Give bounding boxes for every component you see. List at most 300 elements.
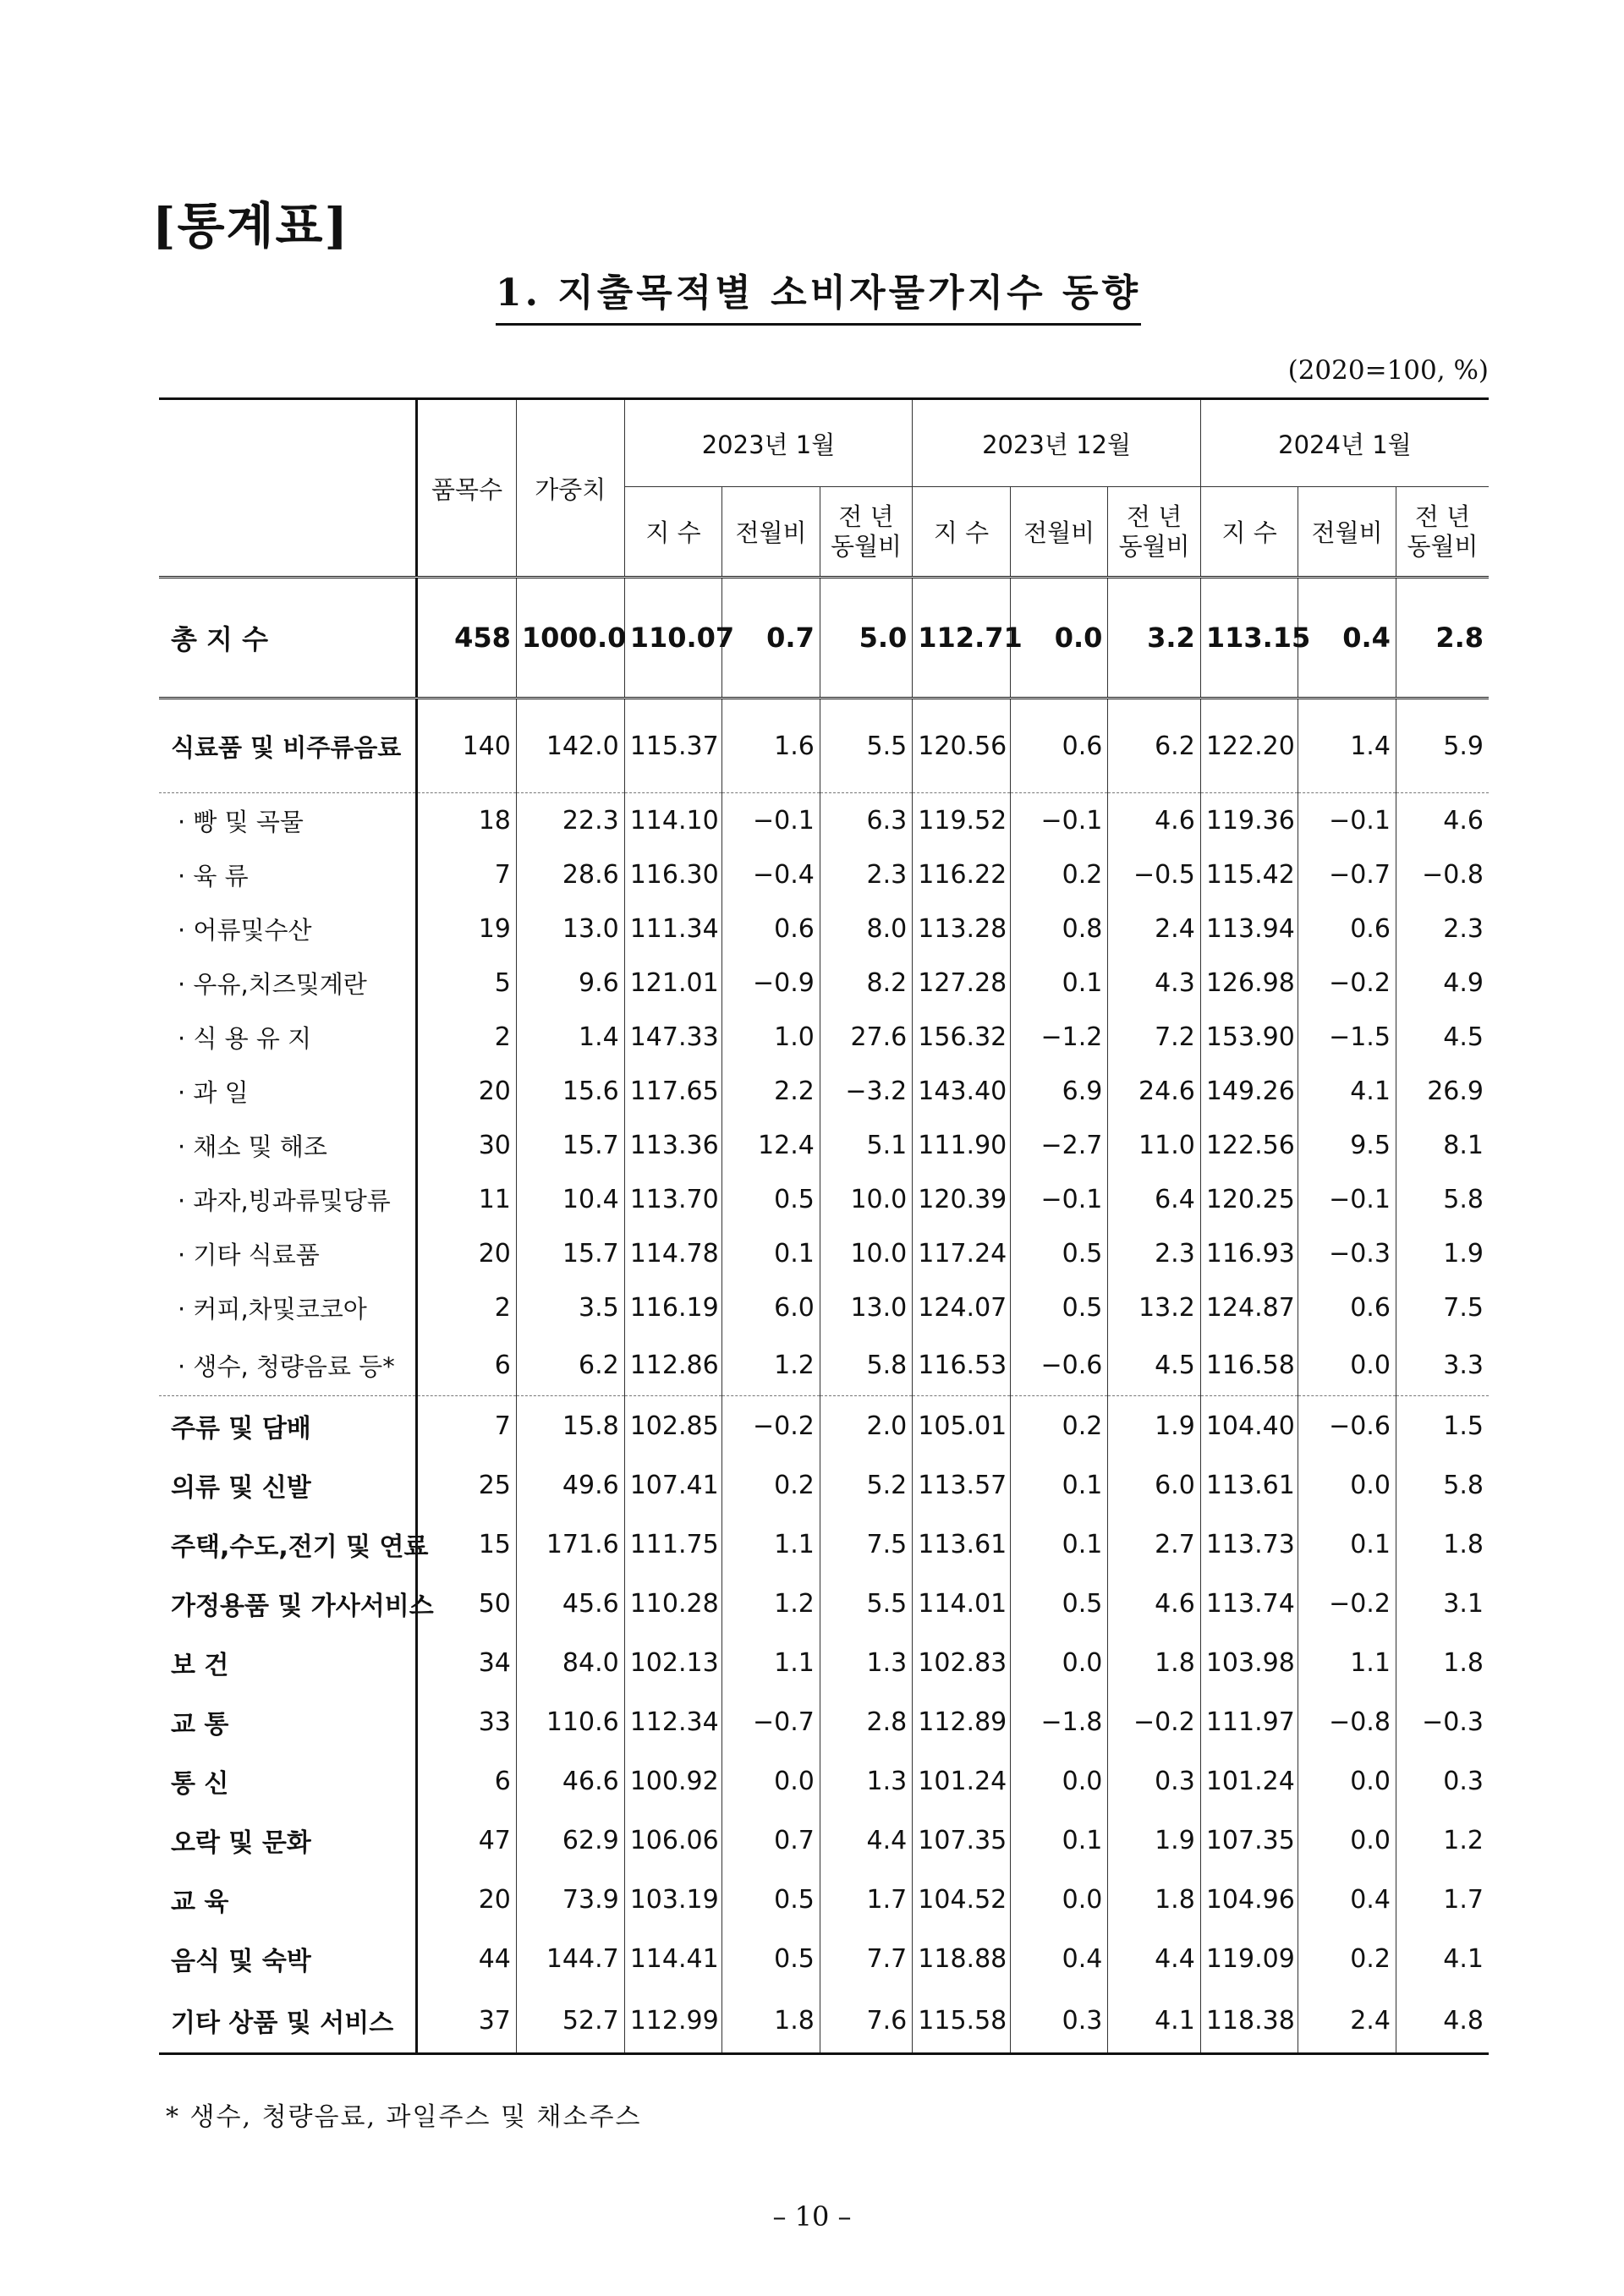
row-label: · 기타 식료품 <box>159 1226 417 1280</box>
cell-weight: 1000.0 <box>516 578 624 699</box>
cell-items: 2 <box>417 1010 517 1064</box>
cell-yoy: 7.7 <box>820 1929 912 1988</box>
row-label: · 생수, 청량음료 등* <box>159 1334 417 1396</box>
cell-mom: 0.5 <box>1010 1280 1108 1334</box>
cell-yoy: −0.3 <box>1422 1707 1484 1737</box>
category-row <box>159 1692 1489 1751</box>
cell-mom: −0.2 <box>722 1396 820 1456</box>
cell-index: 105.01 <box>913 1396 1011 1456</box>
category-row <box>159 1515 1489 1574</box>
cell-mom: 0.5 <box>1010 1226 1108 1280</box>
cell-mom: −0.1 <box>1010 793 1108 848</box>
cell-yoy: 3.2 <box>1108 578 1200 699</box>
cell-mom: 1.2 <box>722 1574 820 1633</box>
cell-mom: −0.2 <box>1298 956 1396 1010</box>
category-row <box>159 1574 1489 1633</box>
cell-index: 113.74 <box>1200 1574 1298 1633</box>
cell-weight: 45.6 <box>516 1574 624 1633</box>
cell-index: 117.24 <box>913 1226 1011 1280</box>
cell-index: 127.28 <box>913 956 1011 1010</box>
cell-mom: 0.2 <box>1298 1929 1396 1988</box>
cell-items: 6 <box>417 1751 517 1811</box>
cell-mom: 0.0 <box>1010 1870 1108 1929</box>
cell-index: 101.24 <box>913 1751 1011 1811</box>
cell-index: 101.24 <box>1200 1751 1298 1811</box>
header-yoy: 전 년 동월비 <box>1396 487 1489 578</box>
row-label: · 커피,차및코코아 <box>159 1280 417 1334</box>
cell-mom: 0.1 <box>1298 1515 1396 1574</box>
cell-items: 458 <box>417 578 517 699</box>
cell-yoy: 2.3 <box>1108 1226 1200 1280</box>
cell-index: 147.33 <box>624 1010 722 1064</box>
cell-yoy: −0.5 <box>1108 847 1200 901</box>
cell-index: 124.87 <box>1200 1280 1298 1334</box>
cell-weight: 6.2 <box>516 1334 624 1396</box>
cell-yoy: 8.1 <box>1443 1130 1484 1160</box>
cell-index: 118.38 <box>1200 1988 1298 2054</box>
cell-yoy: 5.0 <box>820 578 912 699</box>
cell-mom: 0.4 <box>1298 1870 1396 1929</box>
cell-yoy: 5.8 <box>820 1334 912 1396</box>
cell-index: 112.89 <box>913 1692 1011 1751</box>
cell-mom: 0.0 <box>1298 1455 1396 1515</box>
cell-yoy: 7.5 <box>820 1515 912 1574</box>
cell-mom: 0.0 <box>1298 1811 1396 1870</box>
cell-yoy: 10.0 <box>820 1172 912 1226</box>
table-header <box>159 399 1489 578</box>
cell-yoy: 5.2 <box>820 1455 912 1515</box>
cell-index: 119.36 <box>1200 793 1298 848</box>
category-row-food <box>159 699 1489 793</box>
cell-yoy: 5.5 <box>820 699 912 793</box>
cell-mom: 6.9 <box>1010 1064 1108 1118</box>
cell-index: 111.90 <box>913 1118 1011 1172</box>
cell-index: 116.53 <box>913 1334 1011 1396</box>
cell-weight: 15.7 <box>516 1118 624 1172</box>
cell-index: 116.30 <box>624 847 722 901</box>
cell-yoy: 2.8 <box>820 1692 912 1751</box>
cell-weight: 28.6 <box>516 847 624 901</box>
cell-index: 120.39 <box>913 1172 1011 1226</box>
cell-mom: 0.1 <box>1010 1515 1108 1574</box>
row-label: · 과자,빙과류및당류 <box>159 1172 417 1226</box>
cell-yoy: 6.4 <box>1108 1172 1200 1226</box>
cell-index: 114.78 <box>624 1226 722 1280</box>
footnote: * 생수, 청량음료, 과일주스 및 채소주스 <box>166 2102 642 2132</box>
cell-yoy: 4.8 <box>1396 1988 1489 2054</box>
cell-items: 18 <box>417 793 517 848</box>
row-label: 교 통 <box>159 1692 417 1751</box>
cell-mom: 0.8 <box>1010 901 1108 956</box>
cell-mom: −0.2 <box>1298 1574 1396 1633</box>
header-yoy: 전 년 동월비 <box>1108 487 1200 578</box>
cell-index: 103.19 <box>624 1870 722 1929</box>
cell-mom: 1.4 <box>1298 699 1396 793</box>
row-label: 주택,수도,전기 및 연료 <box>159 1515 417 1574</box>
cell-weight: 62.9 <box>516 1811 624 1870</box>
cell-index: 111.34 <box>624 901 722 956</box>
cell-index: 111.75 <box>624 1515 722 1574</box>
header-weight: 가중치 <box>516 399 624 578</box>
cell-index: 106.06 <box>624 1811 722 1870</box>
cell-index: 118.88 <box>913 1929 1011 1988</box>
cell-index: 107.41 <box>624 1455 722 1515</box>
cell-mom: 12.4 <box>722 1118 820 1172</box>
cell-yoy: 1.8 <box>1443 1647 1484 1678</box>
cell-index: 113.36 <box>624 1118 722 1172</box>
cell-yoy: 3.1 <box>1443 1588 1484 1619</box>
cell-weight: 46.6 <box>516 1751 624 1811</box>
cell-index: 124.07 <box>913 1280 1011 1334</box>
cell-index: 156.32 <box>913 1010 1011 1064</box>
cell-index: 112.71 <box>913 578 1011 699</box>
cell-index: 110.28 <box>624 1574 722 1633</box>
cell-index: 122.56 <box>1200 1118 1298 1172</box>
cell-yoy: 4.4 <box>1108 1929 1200 1988</box>
cell-mom: −0.1 <box>1010 1172 1108 1226</box>
cell-weight: 15.6 <box>516 1064 624 1118</box>
cell-mom: 1.1 <box>722 1515 820 1574</box>
cell-index: 112.34 <box>624 1692 722 1751</box>
cell-index: 112.99 <box>624 1988 722 2054</box>
cell-index: 113.70 <box>624 1172 722 1226</box>
cell-yoy: 5.5 <box>820 1574 912 1633</box>
cell-mom: −0.6 <box>1298 1396 1396 1456</box>
row-label: 식료품 및 비주류음료 <box>159 699 417 793</box>
header-index: 지 수 <box>913 487 1011 578</box>
cell-index: 115.42 <box>1200 847 1298 901</box>
cell-yoy: 2.7 <box>1108 1515 1200 1574</box>
cell-weight: 84.0 <box>516 1633 624 1692</box>
title-block <box>474 262 1163 326</box>
category-row <box>159 1811 1489 1870</box>
cell-index: 107.35 <box>913 1811 1011 1870</box>
cell-mom: 1.0 <box>722 1010 820 1064</box>
cell-index: 114.01 <box>913 1574 1011 1633</box>
cell-yoy: 4.6 <box>1396 793 1489 848</box>
cell-yoy: −0.2 <box>1108 1692 1200 1751</box>
cell-yoy: 6.2 <box>1108 699 1200 793</box>
row-label: · 육 류 <box>159 847 417 901</box>
table-body <box>159 578 1489 2054</box>
cell-yoy: 1.8 <box>1443 1529 1484 1559</box>
cell-yoy: 0.3 <box>1108 1751 1200 1811</box>
cell-mom: 0.0 <box>1010 578 1108 699</box>
cell-index: 111.97 <box>1200 1692 1298 1751</box>
cell-yoy: 13.0 <box>820 1280 912 1334</box>
cell-index: 115.58 <box>913 1988 1011 2054</box>
cell-items: 20 <box>417 1064 517 1118</box>
cell-items: 140 <box>417 699 517 793</box>
row-label: 교 육 <box>159 1870 417 1929</box>
cell-mom: 0.1 <box>1010 1811 1108 1870</box>
cell-mom: 0.5 <box>722 1870 820 1929</box>
cell-mom: −0.1 <box>1298 793 1396 848</box>
header-mom: 전월비 <box>722 487 820 578</box>
cell-mom: 0.4 <box>1010 1929 1108 1988</box>
row-label: · 어류및수산 <box>159 901 417 956</box>
cell-yoy: 4.4 <box>820 1811 912 1870</box>
cell-weight: 15.8 <box>516 1396 624 1456</box>
header-index: 지 수 <box>624 487 722 578</box>
cell-weight: 110.6 <box>516 1692 624 1751</box>
cell-yoy: 4.1 <box>1108 1988 1200 2054</box>
unit-note: (2020=100, %) <box>1287 355 1489 386</box>
cell-index: 116.22 <box>913 847 1011 901</box>
cell-weight: 49.6 <box>516 1455 624 1515</box>
subcategory-row <box>159 956 1489 1010</box>
row-label: · 식 용 유 지 <box>159 1010 417 1064</box>
cell-mom: 0.7 <box>722 1811 820 1870</box>
category-row <box>159 1633 1489 1692</box>
cell-mom: 0.3 <box>1010 1988 1108 2054</box>
cell-items: 11 <box>417 1172 517 1226</box>
cell-yoy: 10.0 <box>820 1226 912 1280</box>
cell-index: 122.20 <box>1200 699 1298 793</box>
row-label: 음식 및 숙박 <box>159 1929 417 1988</box>
header-period-2: 2023년 12월 <box>913 399 1201 487</box>
cell-weight: 3.5 <box>516 1280 624 1334</box>
cpi-table-container <box>159 397 1489 2055</box>
cell-yoy: 13.2 <box>1108 1280 1200 1334</box>
cell-yoy: 5.1 <box>820 1118 912 1172</box>
cpi-table <box>159 397 1489 2055</box>
cell-items: 5 <box>417 956 517 1010</box>
cell-yoy: 8.0 <box>820 901 912 956</box>
cell-weight: 52.7 <box>516 1988 624 2054</box>
category-row <box>159 1396 1489 1456</box>
cell-index: 100.92 <box>624 1751 722 1811</box>
cell-yoy: 1.5 <box>1396 1396 1489 1456</box>
cell-yoy: 5.8 <box>1443 1470 1484 1500</box>
cell-items: 7 <box>417 847 517 901</box>
subcategory-row <box>159 1172 1489 1226</box>
cell-yoy: 2.8 <box>1396 578 1489 699</box>
row-label: 총 지 수 <box>159 578 417 699</box>
cell-items: 19 <box>417 901 517 956</box>
cell-items: 6 <box>417 1334 517 1396</box>
cell-index: 120.25 <box>1200 1172 1298 1226</box>
cell-index: 102.85 <box>624 1396 722 1456</box>
cell-index: 153.90 <box>1200 1010 1298 1064</box>
cell-mom: −0.4 <box>722 847 820 901</box>
cell-yoy: 26.9 <box>1427 1076 1484 1106</box>
category-row <box>159 1455 1489 1515</box>
cell-index: 114.41 <box>624 1929 722 1988</box>
cell-mom: −0.6 <box>1010 1334 1108 1396</box>
cell-yoy: 27.6 <box>820 1010 912 1064</box>
category-row <box>159 1751 1489 1811</box>
cell-yoy: 4.5 <box>1443 1022 1484 1052</box>
cell-yoy: 4.1 <box>1443 1943 1484 1974</box>
cell-yoy: 1.9 <box>1108 1811 1200 1870</box>
cell-yoy: 1.8 <box>1108 1633 1200 1692</box>
cell-mom: −0.8 <box>1298 1692 1396 1751</box>
cell-index: 115.37 <box>624 699 722 793</box>
cell-weight: 1.4 <box>516 1010 624 1064</box>
cell-yoy: −0.8 <box>1422 859 1484 890</box>
cell-yoy: 7.2 <box>1108 1010 1200 1064</box>
cell-mom: 0.7 <box>722 578 820 699</box>
cell-mom: 0.5 <box>722 1172 820 1226</box>
cell-index: 113.15 <box>1200 578 1298 699</box>
cell-weight: 13.0 <box>516 901 624 956</box>
cell-mom: −0.1 <box>1298 1172 1396 1226</box>
header-mom: 전월비 <box>1298 487 1396 578</box>
cell-items: 20 <box>417 1226 517 1280</box>
cell-mom: 2.2 <box>722 1064 820 1118</box>
cell-yoy: 2.3 <box>1443 913 1484 944</box>
header-items: 품목수 <box>417 399 517 578</box>
row-label: 오락 및 문화 <box>159 1811 417 1870</box>
cell-mom: 9.5 <box>1298 1118 1396 1172</box>
cell-mom: 0.6 <box>1010 699 1108 793</box>
cell-yoy: 4.9 <box>1443 967 1484 998</box>
cell-items: 25 <box>417 1455 517 1515</box>
header-yoy: 전 년 동월비 <box>820 487 912 578</box>
subcategory-row <box>159 1064 1489 1118</box>
cell-mom: 1.8 <box>722 1988 820 2054</box>
cell-mom: 0.2 <box>1010 847 1108 901</box>
row-label: · 우유,치즈및계란 <box>159 956 417 1010</box>
cell-yoy: 5.8 <box>1443 1184 1484 1214</box>
cell-mom: 1.6 <box>722 699 820 793</box>
page-number: – 10 – <box>772 2200 852 2233</box>
cell-mom: −1.2 <box>1010 1010 1108 1064</box>
cell-mom: 0.4 <box>1298 578 1396 699</box>
cell-index: 104.52 <box>913 1870 1011 1929</box>
cell-mom: −2.7 <box>1010 1118 1108 1172</box>
cell-index: 120.56 <box>913 699 1011 793</box>
cell-items: 50 <box>417 1574 517 1633</box>
cell-mom: −1.5 <box>1298 1010 1396 1064</box>
cell-yoy: 1.9 <box>1108 1396 1200 1456</box>
cell-yoy: 0.3 <box>1443 1766 1484 1796</box>
cell-mom: 0.6 <box>1298 1280 1396 1334</box>
header-period-1: 2023년 1월 <box>624 399 913 487</box>
cell-weight: 10.4 <box>516 1172 624 1226</box>
cell-index: 119.52 <box>913 793 1011 848</box>
cell-items: 30 <box>417 1118 517 1172</box>
cell-yoy: 4.6 <box>1108 793 1200 848</box>
category-row <box>159 1870 1489 1929</box>
cell-index: 149.26 <box>1200 1064 1298 1118</box>
subcategory-row <box>159 793 1489 848</box>
cell-index: 116.93 <box>1200 1226 1298 1280</box>
cell-index: 102.13 <box>624 1633 722 1692</box>
cell-yoy: 24.6 <box>1108 1064 1200 1118</box>
cell-yoy: 8.2 <box>820 956 912 1010</box>
cell-yoy: 1.8 <box>1108 1870 1200 1929</box>
cell-mom: 0.0 <box>722 1751 820 1811</box>
subcategory-row <box>159 1118 1489 1172</box>
row-label: · 빵 및 곡물 <box>159 793 417 848</box>
cell-mom: 1.1 <box>722 1633 820 1692</box>
header-period-3: 2024년 1월 <box>1200 399 1489 487</box>
subcategory-row <box>159 847 1489 901</box>
cell-yoy: 1.2 <box>1443 1825 1484 1855</box>
cell-mom: 0.2 <box>722 1455 820 1515</box>
cell-index: 113.61 <box>1200 1455 1298 1515</box>
cell-items: 47 <box>417 1811 517 1870</box>
cell-weight: 22.3 <box>516 793 624 848</box>
cell-yoy: 4.6 <box>1108 1574 1200 1633</box>
total-row <box>159 578 1489 699</box>
cell-index: 104.40 <box>1200 1396 1298 1456</box>
cell-yoy: 1.9 <box>1443 1238 1484 1269</box>
cell-mom: 1.1 <box>1298 1633 1396 1692</box>
cell-mom: 0.1 <box>1010 956 1108 1010</box>
cell-index: 143.40 <box>913 1064 1011 1118</box>
cell-mom: −0.7 <box>722 1692 820 1751</box>
cell-index: 102.83 <box>913 1633 1011 1692</box>
cell-mom: 4.1 <box>1298 1064 1396 1118</box>
cell-index: 103.98 <box>1200 1633 1298 1692</box>
cell-weight: 142.0 <box>516 699 624 793</box>
cell-index: 104.96 <box>1200 1870 1298 1929</box>
subcategory-row <box>159 901 1489 956</box>
cell-mom: 0.1 <box>1010 1455 1108 1515</box>
cell-yoy: 6.3 <box>820 793 912 848</box>
cell-mom: 0.0 <box>1010 1633 1108 1692</box>
header-index: 지 수 <box>1200 487 1298 578</box>
cell-index: 114.10 <box>624 793 722 848</box>
subcategory-row <box>159 1280 1489 1334</box>
cell-items: 34 <box>417 1633 517 1692</box>
cell-yoy: 2.0 <box>820 1396 912 1456</box>
cell-index: 116.19 <box>624 1280 722 1334</box>
cell-items: 15 <box>417 1515 517 1574</box>
cell-yoy: 7.6 <box>820 1988 912 2054</box>
cell-index: 121.01 <box>624 956 722 1010</box>
cell-index: 113.57 <box>913 1455 1011 1515</box>
cell-index: 113.94 <box>1200 901 1298 956</box>
cell-items: 20 <box>417 1870 517 1929</box>
cell-mom: −1.8 <box>1010 1692 1108 1751</box>
cell-mom: 0.1 <box>722 1226 820 1280</box>
cell-mom: 0.6 <box>722 901 820 956</box>
cell-mom: 0.2 <box>1010 1396 1108 1456</box>
cell-yoy: 11.0 <box>1108 1118 1200 1172</box>
cell-weight: 15.7 <box>516 1226 624 1280</box>
category-row <box>159 1988 1489 2054</box>
cell-mom: 0.0 <box>1010 1751 1108 1811</box>
cell-items: 7 <box>417 1396 517 1456</box>
cell-index: 112.86 <box>624 1334 722 1396</box>
cell-mom: 0.0 <box>1298 1751 1396 1811</box>
cell-index: 107.35 <box>1200 1811 1298 1870</box>
cell-yoy: −3.2 <box>820 1064 912 1118</box>
cell-mom: 0.6 <box>1298 901 1396 956</box>
cell-yoy: 2.3 <box>820 847 912 901</box>
cell-index: 110.07 <box>624 578 722 699</box>
cell-yoy: 1.7 <box>1443 1884 1484 1915</box>
row-label: 주류 및 담배 <box>159 1396 417 1456</box>
row-label: 기타 상품 및 서비스 <box>159 1988 417 2054</box>
cell-yoy: 7.5 <box>1443 1292 1484 1323</box>
cell-yoy: 1.3 <box>820 1751 912 1811</box>
cell-weight: 171.6 <box>516 1515 624 1574</box>
cell-items: 2 <box>417 1280 517 1334</box>
section-label: [통계표] <box>152 197 349 255</box>
cell-items: 33 <box>417 1692 517 1751</box>
subcategory-row <box>159 1334 1489 1396</box>
cell-weight: 144.7 <box>516 1929 624 1988</box>
cell-yoy: 6.0 <box>1108 1455 1200 1515</box>
cell-index: 116.58 <box>1200 1334 1298 1396</box>
cell-yoy: 1.3 <box>820 1633 912 1692</box>
header-blank <box>159 399 417 578</box>
